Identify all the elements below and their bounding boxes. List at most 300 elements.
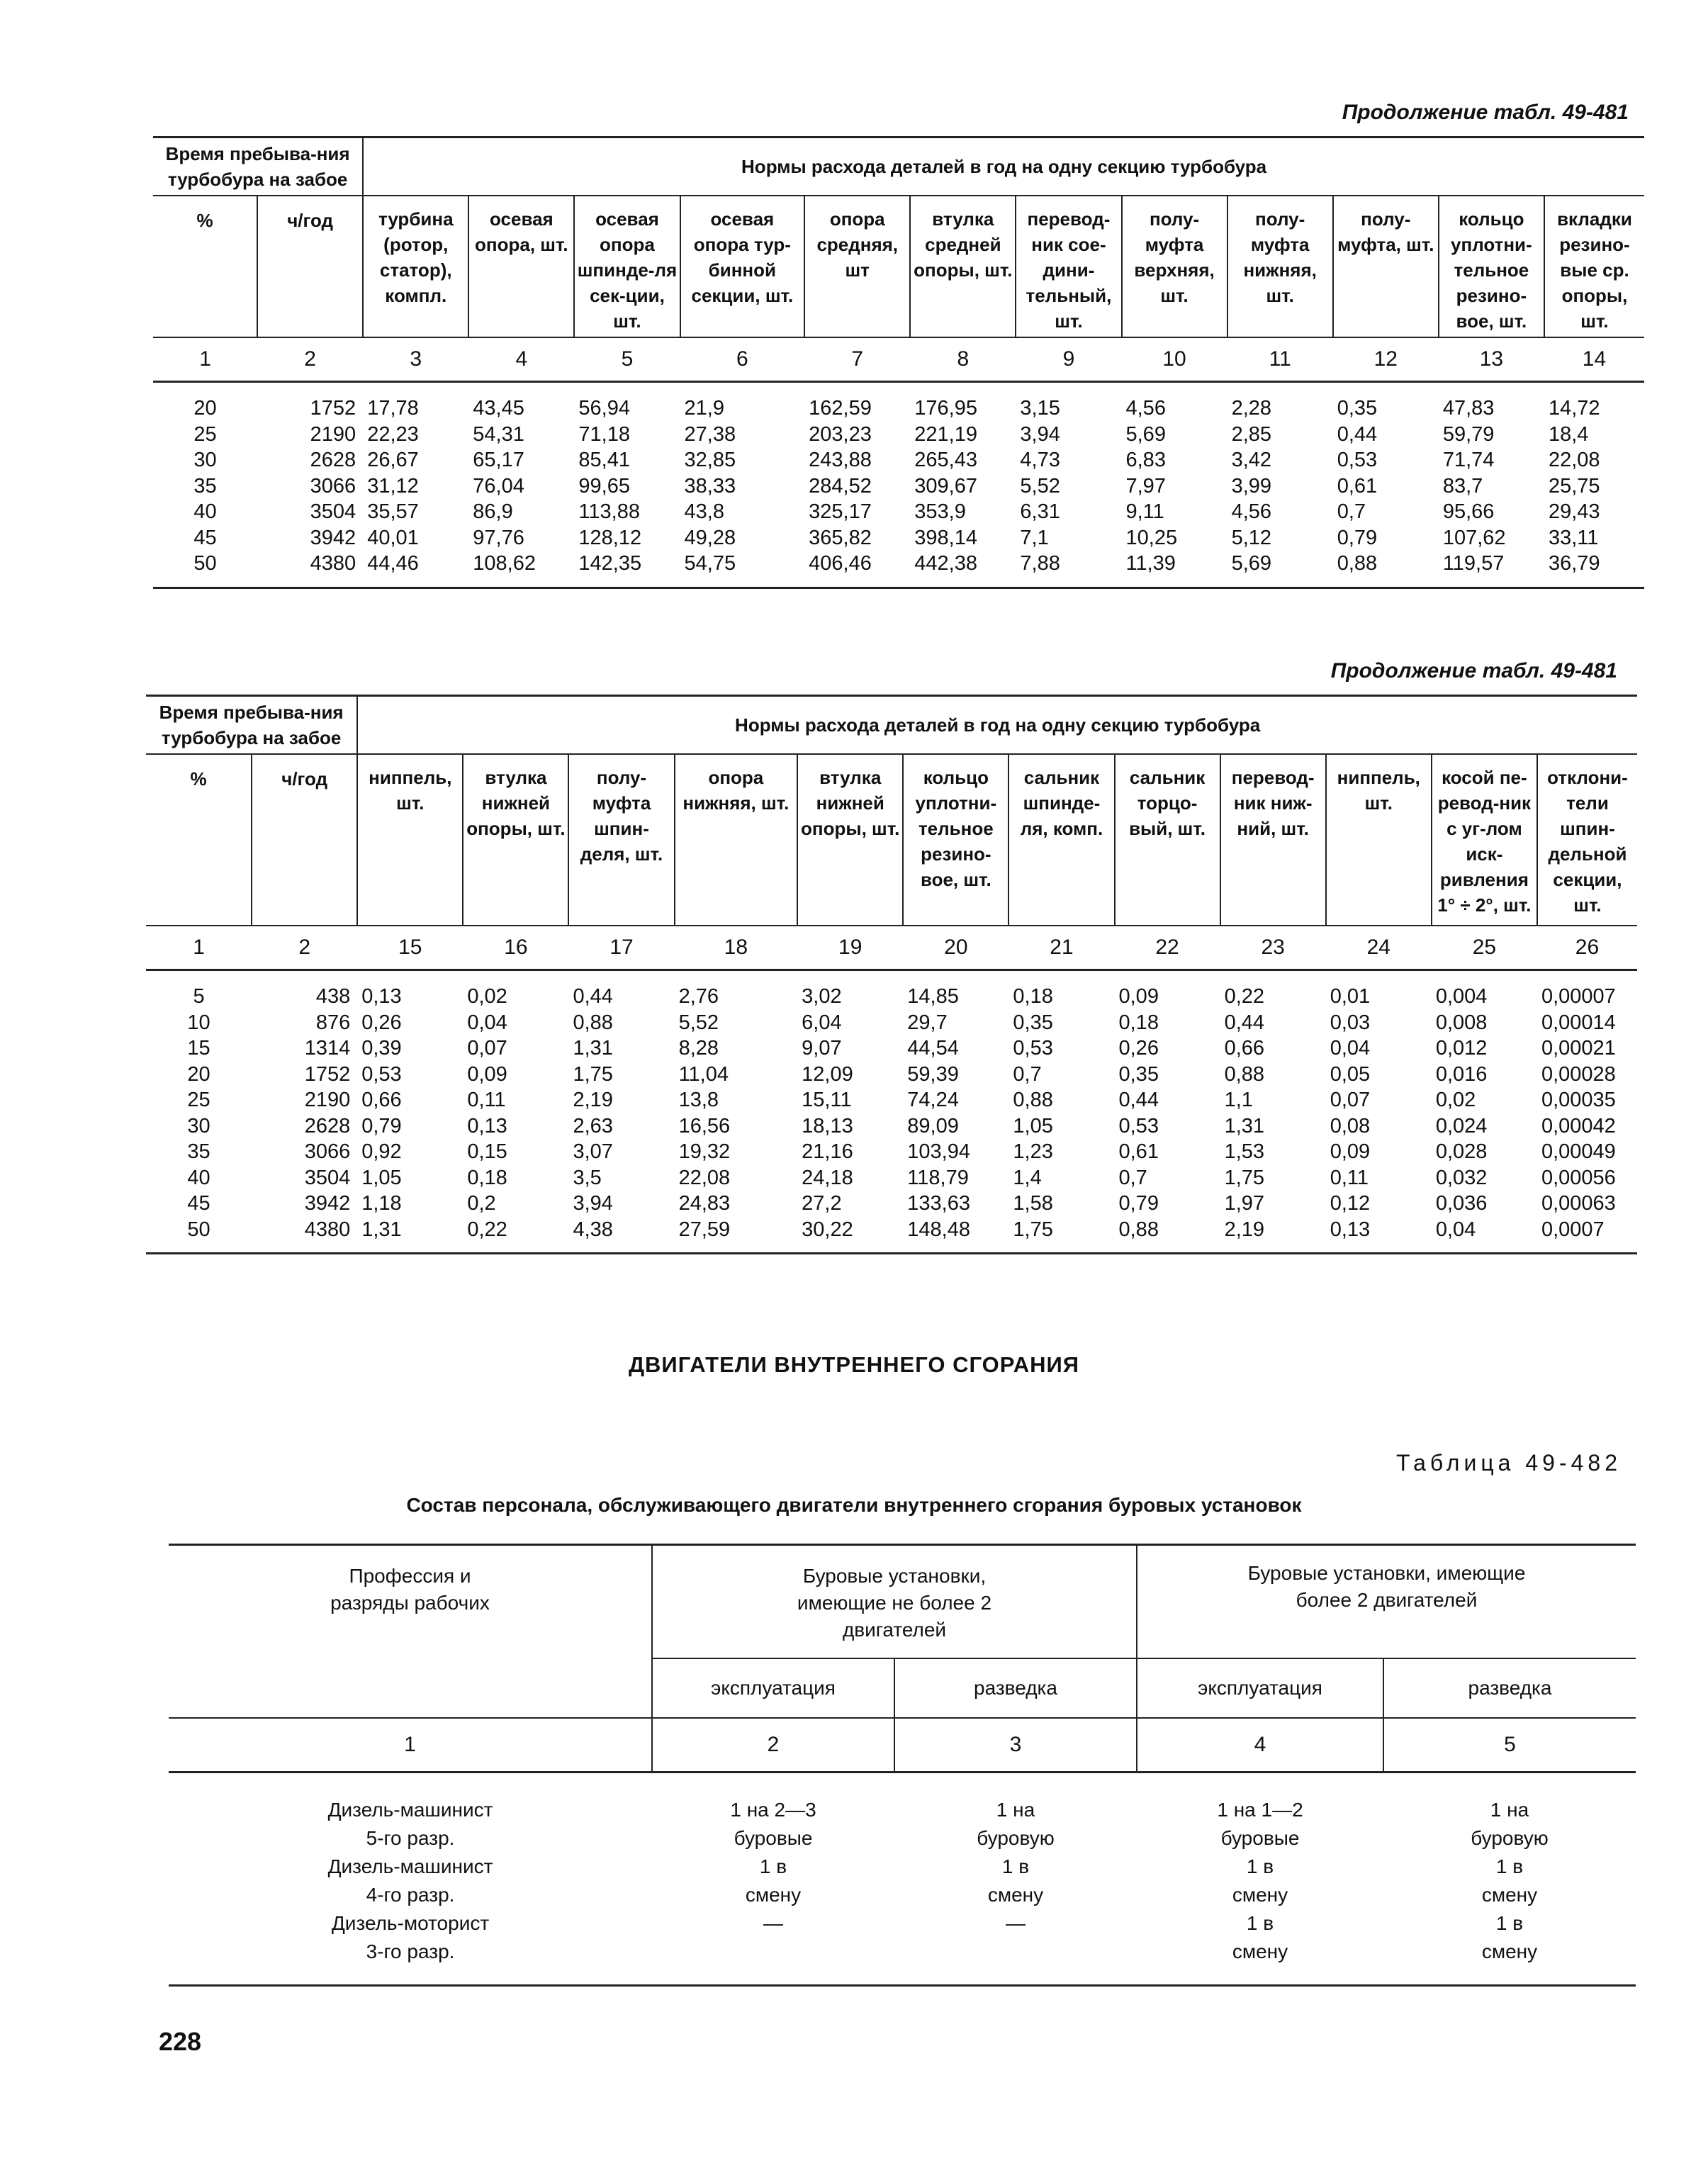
table-cell: 71,74 — [1442, 449, 1495, 471]
table-cell: 97,76 — [473, 526, 524, 549]
table-cell: 0,04 — [1432, 1217, 1537, 1254]
table-cell: 0,7 — [1013, 1062, 1042, 1086]
table-cell: 33,11 — [1548, 526, 1599, 549]
col-header: полу-муфта нижняя, шт. — [1227, 196, 1333, 337]
table-cell: 284,52 — [809, 474, 872, 498]
table-cell: 0,08 — [1330, 1114, 1371, 1137]
table-cell: 0,88 — [1115, 1217, 1220, 1254]
table-cell: 12,09 — [802, 1062, 853, 1086]
table-cell: 3,15 — [1020, 397, 1060, 420]
table-cell: 203,23 — [809, 422, 872, 446]
table-cell: 3942 — [310, 526, 356, 549]
col-header: вкладки резино-вые ср. опоры, шт. — [1544, 196, 1644, 337]
table-cell: 0,13 — [361, 985, 402, 1008]
table-cell: 0,18 — [467, 1166, 507, 1189]
table-cell: 18,4 — [1548, 422, 1589, 446]
table-cell: 27,2 — [802, 1192, 842, 1215]
table-cell: 2190 — [310, 422, 356, 446]
table3-group1-header: Буровые установки, имеющие не более 2 двигателей — [652, 1545, 1137, 1659]
table-cell: 26,67 — [367, 449, 419, 471]
table-cell: 21,16 — [802, 1140, 853, 1163]
table-row — [153, 551, 1644, 588]
table-cell: 1,75 — [573, 1062, 613, 1086]
table-row — [146, 1062, 1637, 1088]
table-cell: 0,008 — [1435, 1011, 1488, 1034]
col-number: 5 — [574, 337, 680, 382]
table-cell: 0,53 — [1337, 449, 1378, 471]
table-cell: 1752 — [304, 1062, 351, 1086]
table-cell: 40 — [193, 500, 217, 523]
table-cell: 1752 — [310, 397, 356, 420]
col-number: 11 — [1227, 337, 1333, 382]
table-cell: 1,75 — [1008, 1217, 1114, 1254]
table-cell: 24,18 — [802, 1166, 853, 1189]
table3-col4: 1 на 1—2 буровые 1 в смену 1 в смену — [1137, 1772, 1383, 1986]
table-cell: 0,00042 — [1541, 1114, 1616, 1137]
table-cell: 0,22 — [463, 1217, 568, 1254]
table1-norms-header: Нормы расхода деталей в год на одну секцию турбобура — [363, 137, 1644, 196]
table-cell: 0,53 — [361, 1062, 402, 1086]
table-cell: 0,09 — [1330, 1140, 1371, 1163]
table-row — [146, 1191, 1637, 1217]
table-cell: 398,14 — [914, 526, 977, 549]
table-cell: 0,35 — [1337, 397, 1378, 420]
table-cell: 16,56 — [678, 1114, 731, 1137]
table-cell: 438 — [315, 985, 351, 1008]
table-cell: 65,17 — [473, 449, 524, 471]
table-cell: 21,9 — [684, 397, 724, 420]
col-number: 6 — [680, 337, 805, 382]
table-cell: 0,35 — [1118, 1062, 1159, 1086]
table-cell: 0,22 — [1224, 985, 1265, 1008]
table-cell: 9,07 — [802, 1037, 842, 1060]
col-number: 17 — [568, 926, 674, 970]
table-cell: 14,72 — [1548, 397, 1600, 420]
table-cell: 6,04 — [802, 1011, 842, 1034]
table-cell: 0,12 — [1330, 1192, 1371, 1215]
col-number: 23 — [1220, 926, 1326, 970]
table-cell: 25 — [193, 422, 217, 446]
table3-profession-header: Профессия и разряды рабочих — [169, 1545, 652, 1719]
table-cell: 5,52 — [1020, 474, 1060, 498]
table3-sub-operation-2: эксплуатация — [1137, 1658, 1383, 1718]
table-cell: 2,76 — [678, 985, 719, 1008]
table-cell: 43,8 — [684, 500, 724, 523]
col-number: 14 — [1544, 337, 1644, 382]
table3-colnum: 2 — [652, 1718, 894, 1772]
table-cell: 119,57 — [1439, 551, 1544, 588]
table-cell: 1,4 — [1013, 1166, 1042, 1189]
table-cell: 0,61 — [1118, 1140, 1159, 1163]
table-cell: 325,17 — [809, 500, 872, 523]
table-cell: 0,00014 — [1541, 1011, 1616, 1034]
table3-col5: 1 на буровую 1 в смену 1 в смену — [1383, 1772, 1636, 1986]
table-row — [153, 447, 1644, 473]
table-cell: 4,73 — [1020, 449, 1060, 471]
table-cell: 38,33 — [684, 474, 736, 498]
table-cell: 2628 — [304, 1114, 351, 1137]
table-cell: 0,18 — [1013, 985, 1053, 1008]
table-cell: 0,04 — [467, 1011, 507, 1034]
table-cell: 1,1 — [1224, 1089, 1253, 1111]
col-header: отклони-тели шпин-дельной секции, шт. — [1537, 754, 1637, 926]
col-number: 16 — [463, 926, 568, 970]
col-header: турбина (ротор, статор), компл. — [363, 196, 468, 337]
table-cell: 0,02 — [1435, 1089, 1476, 1111]
table-cell: 29,7 — [907, 1011, 948, 1034]
col-header: ниппель, шт. — [1326, 754, 1432, 926]
table-cell: 128,12 — [578, 526, 642, 549]
table-cell: 25,75 — [1548, 474, 1600, 498]
table-cell: 0,07 — [1330, 1089, 1371, 1111]
table-cell: 5 — [193, 985, 205, 1008]
table-cell: 9,11 — [1125, 500, 1164, 523]
col-header: осевая опора, шт. — [468, 196, 574, 337]
table-cell: 76,04 — [473, 474, 524, 498]
col-number: 4 — [468, 337, 574, 382]
table-cell: 29,43 — [1548, 500, 1600, 523]
table-cell: 10,25 — [1125, 526, 1178, 549]
table-cell: 3066 — [304, 1140, 351, 1163]
table-caption: Состав персонала, обслуживающего двигатели внутреннего сгорания буровых установок — [406, 1494, 1302, 1516]
table-cell: 0,05 — [1330, 1062, 1371, 1086]
table-cell: 35 — [193, 474, 217, 498]
table2-continuation-title: Продолжение табл. 49-481 — [1330, 659, 1617, 682]
table-cell: 4,56 — [1231, 500, 1272, 523]
table-cell: 243,88 — [809, 449, 872, 471]
col-number: 22 — [1115, 926, 1220, 970]
table-cell: 0,036 — [1435, 1192, 1488, 1215]
col-header: кольцо уплотни-тельное резино-вое, шт. — [1439, 196, 1544, 337]
table-cell: 3,02 — [802, 985, 842, 1008]
table-cell: 2,19 — [1220, 1217, 1326, 1254]
table-cell: 25 — [187, 1089, 210, 1111]
table-cell: 0,00007 — [1541, 985, 1616, 1008]
table-cell: 4380 — [252, 1217, 357, 1254]
col-header: ниппель, шт. — [357, 754, 463, 926]
table3-col3: 1 на буровую 1 в смену — — [894, 1772, 1137, 1986]
table-cell: 30 — [193, 449, 217, 471]
table-row — [146, 1113, 1637, 1140]
table-cell: 1,23 — [1013, 1140, 1053, 1163]
table-cell: 0,00035 — [1541, 1089, 1616, 1111]
table-cell: 15 — [187, 1037, 210, 1060]
table-cell: 30,22 — [797, 1217, 903, 1254]
table-cell: 142,35 — [574, 551, 680, 588]
table-cell: 2,19 — [573, 1089, 613, 1111]
table-cell: 5,69 — [1227, 551, 1333, 588]
col-number: 1 — [146, 926, 252, 970]
col-header: опора нижняя, шт. — [675, 754, 798, 926]
table3-col2: 1 на 2—3 буровые 1 в смену — — [652, 1772, 894, 1986]
table-cell: 0,39 — [361, 1037, 402, 1060]
table-cell: 5,69 — [1125, 422, 1166, 446]
table-cell: 0,15 — [467, 1140, 507, 1163]
col-header: сальник шпинде-ля, комп. — [1008, 754, 1114, 926]
table-cell: 13,8 — [678, 1089, 719, 1111]
table-cell: 40 — [187, 1166, 210, 1189]
table-cell: 4,56 — [1125, 397, 1166, 420]
table-cell: 22,08 — [678, 1166, 731, 1189]
table-cell: 0,88 — [573, 1011, 613, 1034]
table-cell: 0,79 — [1118, 1192, 1159, 1215]
col-header-percent: % — [153, 196, 257, 337]
table-cell: 1,05 — [1013, 1114, 1053, 1137]
table3-colnum: 5 — [1383, 1718, 1636, 1772]
table3-colnum: 3 — [894, 1718, 1137, 1772]
col-number: 12 — [1333, 337, 1439, 382]
table-row — [146, 1010, 1637, 1036]
table-cell: 85,41 — [578, 449, 630, 471]
table3-colnum: 1 — [169, 1718, 652, 1772]
table3-sub-exploration-2: разведка — [1383, 1658, 1636, 1718]
table-cell: 74,24 — [907, 1089, 959, 1111]
table-cell: 32,85 — [684, 449, 736, 471]
table-cell: 1314 — [304, 1037, 351, 1060]
table-cell: 30 — [187, 1114, 210, 1137]
col-header: полу-муфта, шт. — [1333, 196, 1439, 337]
table-cell: 43,45 — [473, 397, 524, 420]
table-cell: 406,46 — [804, 551, 910, 588]
table-cell: 45 — [193, 526, 217, 549]
table-cell: 54,31 — [473, 422, 524, 446]
table-cell: 5,52 — [678, 1011, 719, 1034]
table-cell: 0,35 — [1013, 1011, 1053, 1034]
table-cell: 0,53 — [1118, 1114, 1159, 1137]
table-cell: 3,99 — [1231, 474, 1272, 498]
table-cell: 148,48 — [903, 1217, 1008, 1254]
col-number: 8 — [910, 337, 1016, 382]
table-cell: 0,44 — [1224, 1011, 1265, 1034]
col-header: косой пе-ревод-ник с уг-лом иск-ривления 1° ÷ 2°, шт. — [1432, 754, 1537, 926]
table-cell: 10 — [187, 1011, 210, 1034]
col-header: полу-муфта верхняя, шт. — [1122, 196, 1227, 337]
col-header: перевод-ник ниж-ний, шт. — [1220, 754, 1326, 926]
col-number: 13 — [1439, 337, 1544, 382]
col-header: опора средняя, шт — [804, 196, 910, 337]
table-cell: 0,00028 — [1541, 1062, 1616, 1086]
table-cell: 24,83 — [678, 1192, 731, 1215]
table-cell: 3504 — [304, 1166, 351, 1189]
table-cell: 40,01 — [367, 526, 419, 549]
table-cell: 59,39 — [907, 1062, 959, 1086]
table-cell: 176,95 — [914, 397, 977, 420]
table-cell: 17,78 — [367, 397, 419, 420]
table-cell: 265,43 — [914, 449, 977, 471]
table-cell: 0,44 — [1118, 1089, 1159, 1111]
table-cell: 0,11 — [1330, 1166, 1369, 1189]
col-number: 19 — [797, 926, 903, 970]
table-cell: 83,7 — [1442, 474, 1483, 498]
table2-norms — [146, 695, 1637, 1254]
table-cell: 0,92 — [361, 1140, 402, 1163]
col-number: 24 — [1326, 926, 1432, 970]
table-row — [153, 422, 1644, 448]
table-cell: 89,09 — [907, 1114, 959, 1137]
table-cell: 0,26 — [1118, 1037, 1159, 1060]
table-cell: 35 — [187, 1140, 210, 1163]
table-cell: 45 — [187, 1192, 210, 1215]
table-cell: 162,59 — [809, 397, 872, 420]
table-cell: 0,016 — [1435, 1062, 1488, 1086]
table-cell: 0,79 — [1337, 526, 1378, 549]
table-cell: 0,2 — [467, 1192, 496, 1215]
table-cell: 107,62 — [1442, 526, 1506, 549]
col-header: сальник торцо-вый, шт. — [1115, 754, 1220, 926]
table-cell: 11,39 — [1122, 551, 1227, 588]
table-cell: 0,18 — [1118, 1011, 1159, 1034]
table3-group2-header: Буровые установки, имеющие более 2 двигателей — [1137, 1545, 1636, 1659]
table-cell: 0,07 — [467, 1037, 507, 1060]
table-cell: 0,0007 — [1537, 1217, 1637, 1254]
col-number: 2 — [257, 337, 363, 382]
table-cell: 0,79 — [361, 1114, 402, 1137]
table-cell: 0,00056 — [1541, 1166, 1616, 1189]
table-cell: 1,05 — [361, 1166, 402, 1189]
table-cell: 0,7 — [1337, 500, 1366, 523]
table-cell: 6,31 — [1020, 500, 1060, 523]
col-header-hours: ч/год — [252, 754, 357, 926]
col-header: втулка нижней опоры, шт. — [797, 754, 903, 926]
table-cell: 54,75 — [680, 551, 805, 588]
table-cell: 0,004 — [1435, 985, 1488, 1008]
table-cell: 50 — [146, 1217, 252, 1254]
table-cell: 20 — [187, 1062, 210, 1086]
table-cell: 0,028 — [1435, 1140, 1488, 1163]
table-cell: 3,5 — [573, 1166, 602, 1189]
table-cell: 0,09 — [467, 1062, 507, 1086]
table-cell: 3504 — [310, 500, 356, 523]
table-cell: 18,13 — [802, 1114, 853, 1137]
table-cell: 0,01 — [1330, 985, 1371, 1008]
table3-sub-exploration-1: разведка — [894, 1658, 1137, 1718]
table-cell: 133,63 — [907, 1192, 970, 1215]
table-cell: 0,44 — [1337, 422, 1378, 446]
table-cell: 50 — [153, 551, 257, 588]
table-cell: 2190 — [304, 1089, 351, 1111]
table-cell: 3,94 — [1020, 422, 1060, 446]
table-cell: 0,53 — [1013, 1037, 1053, 1060]
table-cell: 0,13 — [467, 1114, 507, 1137]
section-title: ДВИГАТЕЛИ ВНУТРЕННЕГО СГОРАНИЯ — [628, 1352, 1080, 1377]
table-cell: 0,66 — [1224, 1037, 1265, 1060]
col-header-percent: % — [146, 754, 252, 926]
col-header: перевод-ник сое-дини-тельный, шт. — [1016, 196, 1121, 337]
table-label: Таблица 49-482 — [1396, 1450, 1622, 1476]
table-cell: 0,61 — [1337, 474, 1378, 498]
table-cell: 14,85 — [907, 985, 959, 1008]
col-header: осевая опора тур-бинной секции, шт. — [680, 196, 805, 337]
col-number: 21 — [1008, 926, 1114, 970]
table-row — [153, 473, 1644, 500]
table-cell: 0,02 — [467, 985, 507, 1008]
table-cell: 3,94 — [573, 1192, 613, 1215]
col-number: 15 — [357, 926, 463, 970]
table-cell: 0,032 — [1435, 1166, 1488, 1189]
table-cell: 1,31 — [573, 1037, 613, 1060]
table-cell: 1,53 — [1224, 1140, 1265, 1163]
table3-sub-operation-1: эксплуатация — [652, 1658, 894, 1718]
table-cell: 22,23 — [367, 422, 419, 446]
table-cell: 7,97 — [1125, 474, 1166, 498]
table-cell: 0,11 — [467, 1089, 506, 1111]
table-cell: 20 — [193, 397, 217, 420]
col-header-hours: ч/год — [257, 196, 363, 337]
table-cell: 56,94 — [578, 397, 630, 420]
page-number: 228 — [159, 2027, 202, 2056]
table-cell: 1,75 — [1224, 1166, 1265, 1189]
table-cell: 3,07 — [573, 1140, 613, 1163]
table-cell: 0,88 — [1333, 551, 1439, 588]
table-cell: 309,67 — [914, 474, 977, 498]
table-cell: 0,26 — [361, 1011, 402, 1034]
table-cell: 7,1 — [1020, 526, 1049, 549]
table-cell: 0,00021 — [1541, 1037, 1616, 1060]
table1-time-header: Время пребыва-ния турбобура на забое — [153, 137, 363, 196]
table-cell: 0,7 — [1118, 1166, 1147, 1189]
table-cell: 86,9 — [473, 500, 513, 523]
table-cell: 2,28 — [1231, 397, 1272, 420]
table-cell: 35,57 — [367, 500, 419, 523]
table-row — [146, 1165, 1637, 1191]
table-row — [153, 499, 1644, 525]
col-number: 10 — [1122, 337, 1227, 382]
table-cell: 0,09 — [1118, 985, 1159, 1008]
col-number: 7 — [804, 337, 910, 382]
table-cell: 2628 — [310, 449, 356, 471]
table-cell: 0,03 — [1330, 1011, 1371, 1034]
col-number: 2 — [252, 926, 357, 970]
table-cell: 876 — [315, 1011, 351, 1034]
col-header: кольцо уплотни-тельное резино-вое, шт. — [903, 754, 1008, 926]
table-cell: 59,79 — [1442, 422, 1495, 446]
table-cell: 22,08 — [1548, 449, 1600, 471]
table-cell: 1,31 — [357, 1217, 463, 1254]
table-row — [153, 525, 1644, 551]
table-cell: 0,88 — [1224, 1062, 1265, 1086]
table-row — [153, 382, 1644, 422]
table-cell: 71,18 — [578, 422, 630, 446]
col-number: 9 — [1016, 337, 1121, 382]
col-number: 20 — [903, 926, 1008, 970]
table-cell: 44,54 — [907, 1037, 959, 1060]
table-cell: 0,024 — [1435, 1114, 1488, 1137]
table-cell: 5,12 — [1231, 526, 1272, 549]
table-cell: 99,65 — [578, 474, 630, 498]
table-cell: 1,97 — [1224, 1192, 1265, 1215]
table-cell: 1,31 — [1224, 1114, 1265, 1137]
table-cell: 0,88 — [1013, 1089, 1053, 1111]
table-cell: 15,11 — [802, 1089, 852, 1111]
col-number: 25 — [1432, 926, 1537, 970]
table-cell: 36,79 — [1544, 551, 1644, 588]
table-cell: 442,38 — [910, 551, 1016, 588]
table-cell: 0,012 — [1435, 1037, 1488, 1060]
table1-continuation-title: Продолжение табл. 49-481 — [1342, 101, 1629, 124]
col-number: 3 — [363, 337, 468, 382]
table-cell: 108,62 — [468, 551, 574, 588]
table1-norms — [153, 136, 1644, 589]
col-header: втулка средней опоры, шт. — [910, 196, 1016, 337]
table-cell: 31,12 — [367, 474, 419, 498]
table2-time-header: Время пребыва-ния турбобура на забое — [146, 696, 357, 755]
table-cell: 103,94 — [907, 1140, 970, 1163]
table-cell: 49,28 — [684, 526, 736, 549]
table-cell: 2,63 — [573, 1114, 613, 1137]
table3-colnum: 4 — [1137, 1718, 1383, 1772]
table-cell: 27,59 — [675, 1217, 798, 1254]
table-cell: 0,13 — [1326, 1217, 1432, 1254]
